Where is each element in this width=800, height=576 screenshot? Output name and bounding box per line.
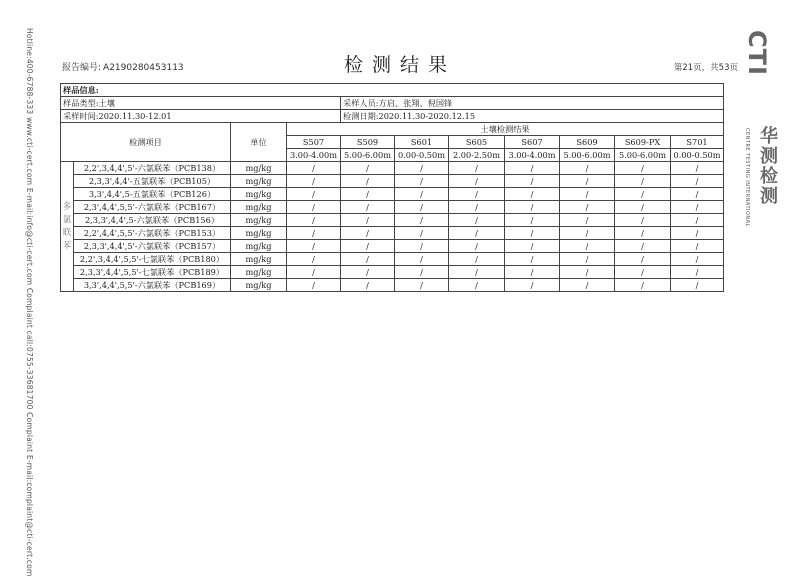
result-value: / — [395, 253, 449, 266]
result-value: / — [287, 175, 341, 188]
report-number-label: 报告编号: — [62, 63, 102, 73]
test-unit: mg/kg — [231, 188, 287, 201]
result-value: / — [560, 279, 615, 292]
category-label — [61, 162, 74, 292]
result-value: / — [449, 162, 505, 175]
result-value: / — [505, 201, 560, 214]
page-number: 第21页，共53页 — [673, 63, 738, 73]
test-unit: mg/kg — [231, 253, 287, 266]
test-unit: mg/kg — [231, 266, 287, 279]
result-value: / — [560, 253, 615, 266]
result-value: / — [341, 227, 395, 240]
test-item: 2,3,3',4,4'-五氯联苯（PCB105） — [74, 175, 231, 188]
result-value: / — [615, 188, 671, 201]
logo-brand: CTI — [743, 30, 771, 76]
result-value: / — [505, 227, 560, 240]
result-value: / — [615, 227, 671, 240]
result-value: / — [560, 175, 615, 188]
result-value: / — [560, 240, 615, 253]
sample-info-row-2 — [61, 110, 724, 123]
result-value: / — [560, 227, 615, 240]
result-value: / — [449, 227, 505, 240]
result-value: / — [287, 214, 341, 227]
result-value: / — [395, 162, 449, 175]
page-title: 检测结果 — [343, 54, 456, 76]
sample-info-row-1 — [61, 97, 724, 110]
sample-id: S607 — [505, 136, 560, 149]
result-value: / — [560, 201, 615, 214]
result-value: / — [341, 266, 395, 279]
side-contact-text: Hotline:400-6788-333 www.cti-cert.com E-mail:info@cti-cert.com Complaint call:0755-33681700 Complaint E-mail:complaint@cti-cert.com — [25, 28, 34, 576]
header-row-1 — [61, 123, 724, 136]
result-value: / — [341, 279, 395, 292]
result-value: / — [341, 162, 395, 175]
test-item: 2,3',4,4',5,5'-六氯联苯（PCB167） — [74, 201, 231, 214]
sample-id: S605 — [449, 136, 505, 149]
table-row — [61, 266, 724, 279]
result-value: / — [505, 175, 560, 188]
result-value: / — [287, 201, 341, 214]
test-unit: mg/kg — [231, 175, 287, 188]
sample-type: 样品类型:土壤 — [61, 97, 341, 110]
result-value: / — [395, 214, 449, 227]
result-value: / — [560, 188, 615, 201]
result-value: / — [341, 201, 395, 214]
test-unit: mg/kg — [231, 214, 287, 227]
result-value: / — [560, 214, 615, 227]
result-value: / — [615, 214, 671, 227]
sample-id: S507 — [287, 136, 341, 149]
result-value: / — [287, 162, 341, 175]
result-value: / — [449, 266, 505, 279]
table-row — [61, 279, 724, 292]
result-value: / — [395, 188, 449, 201]
logo-english: CENTRE TESTING INTERNATIONAL — [744, 128, 750, 227]
sample-depth: 2.00-2.50m — [449, 149, 505, 162]
result-value: / — [287, 240, 341, 253]
sampling-time: 采样时间:2020.11.30-12.01 — [61, 110, 341, 123]
sample-info-heading: 样品信息: — [61, 84, 724, 97]
sample-depth: 5.00-6.00m — [341, 149, 395, 162]
result-value: / — [671, 188, 724, 201]
sample-id: S509 — [341, 136, 395, 149]
test-unit: mg/kg — [231, 201, 287, 214]
test-item: 2,3,3',4,4',5-六氯联苯（PCB156） — [74, 214, 231, 227]
table-row — [61, 253, 724, 266]
result-value: / — [341, 175, 395, 188]
sample-depth: 3.00-4.00m — [287, 149, 341, 162]
result-value: / — [287, 266, 341, 279]
col-header-results: 土壤检测结果 — [287, 123, 724, 136]
test-item: 3,3',4,4',5,5'-六氯联苯（PCB169） — [74, 279, 231, 292]
result-value: / — [341, 240, 395, 253]
test-unit: mg/kg — [231, 240, 287, 253]
result-value: / — [449, 279, 505, 292]
sample-id: S609 — [560, 136, 615, 149]
table-row — [61, 162, 724, 175]
result-value: / — [671, 253, 724, 266]
category-char: 多 — [62, 201, 72, 212]
table-row — [61, 201, 724, 214]
result-value: / — [615, 162, 671, 175]
result-value: / — [671, 227, 724, 240]
cti-logo — [740, 30, 778, 227]
result-value: / — [615, 201, 671, 214]
logo-chinese: 华测检测 — [757, 126, 778, 206]
result-value: / — [341, 188, 395, 201]
result-value: / — [395, 240, 449, 253]
col-header-unit: 单位 — [231, 123, 287, 162]
result-value: / — [505, 266, 560, 279]
test-unit: mg/kg — [231, 227, 287, 240]
table-row — [61, 214, 724, 227]
result-value: / — [287, 279, 341, 292]
side-contact-strip — [22, 28, 38, 576]
result-value: / — [505, 253, 560, 266]
result-value: / — [395, 175, 449, 188]
col-header-item: 检测项目 — [61, 123, 231, 162]
result-value: / — [449, 253, 505, 266]
result-value: / — [615, 175, 671, 188]
result-value: / — [615, 253, 671, 266]
category-char: 氯 — [62, 214, 72, 225]
sample-depth: 3.00-4.00m — [505, 149, 560, 162]
table-row — [61, 240, 724, 253]
result-value: / — [615, 240, 671, 253]
result-value: / — [287, 188, 341, 201]
sample-id: S701 — [671, 136, 724, 149]
category-char: 苯 — [62, 240, 72, 251]
result-value: / — [395, 201, 449, 214]
table-row — [61, 175, 724, 188]
result-value: / — [615, 266, 671, 279]
result-value: / — [395, 266, 449, 279]
result-value: / — [449, 175, 505, 188]
result-value: / — [505, 214, 560, 227]
category-char: 联 — [62, 227, 72, 238]
test-item: 2,3,3',4,4',5,5'-七氯联苯（PCB189） — [74, 266, 231, 279]
sample-depth: 5.00-6.00m — [615, 149, 671, 162]
test-item: 2,2',4,4',5,5'-六氯联苯（PCB153） — [74, 227, 231, 240]
sample-id: S601 — [395, 136, 449, 149]
table-row — [61, 188, 724, 201]
result-value: / — [671, 214, 724, 227]
result-value: / — [505, 162, 560, 175]
test-item: 2,2',3,4,4',5'-六氯联苯（PCB138） — [74, 162, 231, 175]
result-value: / — [560, 266, 615, 279]
result-value: / — [505, 240, 560, 253]
table-row — [61, 227, 724, 240]
sample-depth: 0.00-0.50m — [395, 149, 449, 162]
sample-info-heading-row — [61, 84, 724, 97]
result-value: / — [449, 240, 505, 253]
result-value: / — [505, 279, 560, 292]
test-item: 2,3,3',4,4',5'-六氯联苯（PCB157） — [74, 240, 231, 253]
test-unit: mg/kg — [231, 162, 287, 175]
result-value: / — [449, 214, 505, 227]
result-value: / — [395, 279, 449, 292]
result-value: / — [671, 175, 724, 188]
result-value: / — [341, 214, 395, 227]
test-unit: mg/kg — [231, 279, 287, 292]
test-date: 检测日期:2020.11.30-2020.12.15 — [341, 110, 724, 123]
result-value: / — [287, 227, 341, 240]
test-item: 2,2',3,4,4',5,5'-七氯联苯（PCB180） — [74, 253, 231, 266]
sample-id: S609-PX — [615, 136, 671, 149]
sample-depth: 0.00-0.50m — [671, 149, 724, 162]
result-value: / — [671, 240, 724, 253]
result-value: / — [395, 227, 449, 240]
result-value: / — [671, 162, 724, 175]
sampler: 采样人员:方启、张翔、倪国锋 — [341, 97, 724, 110]
result-value: / — [615, 279, 671, 292]
report-number-value: A2190280453113 — [103, 63, 184, 73]
result-value: / — [449, 201, 505, 214]
result-value: / — [287, 253, 341, 266]
result-value: / — [560, 162, 615, 175]
sample-depth: 5.00-6.00m — [560, 149, 615, 162]
result-value: / — [341, 253, 395, 266]
results-table — [60, 83, 724, 292]
result-value: / — [671, 201, 724, 214]
result-value: / — [671, 279, 724, 292]
result-value: / — [505, 188, 560, 201]
result-value: / — [449, 188, 505, 201]
test-item: 3,3',4,4',5-五氯联苯（PCB126） — [74, 188, 231, 201]
result-value: / — [671, 266, 724, 279]
